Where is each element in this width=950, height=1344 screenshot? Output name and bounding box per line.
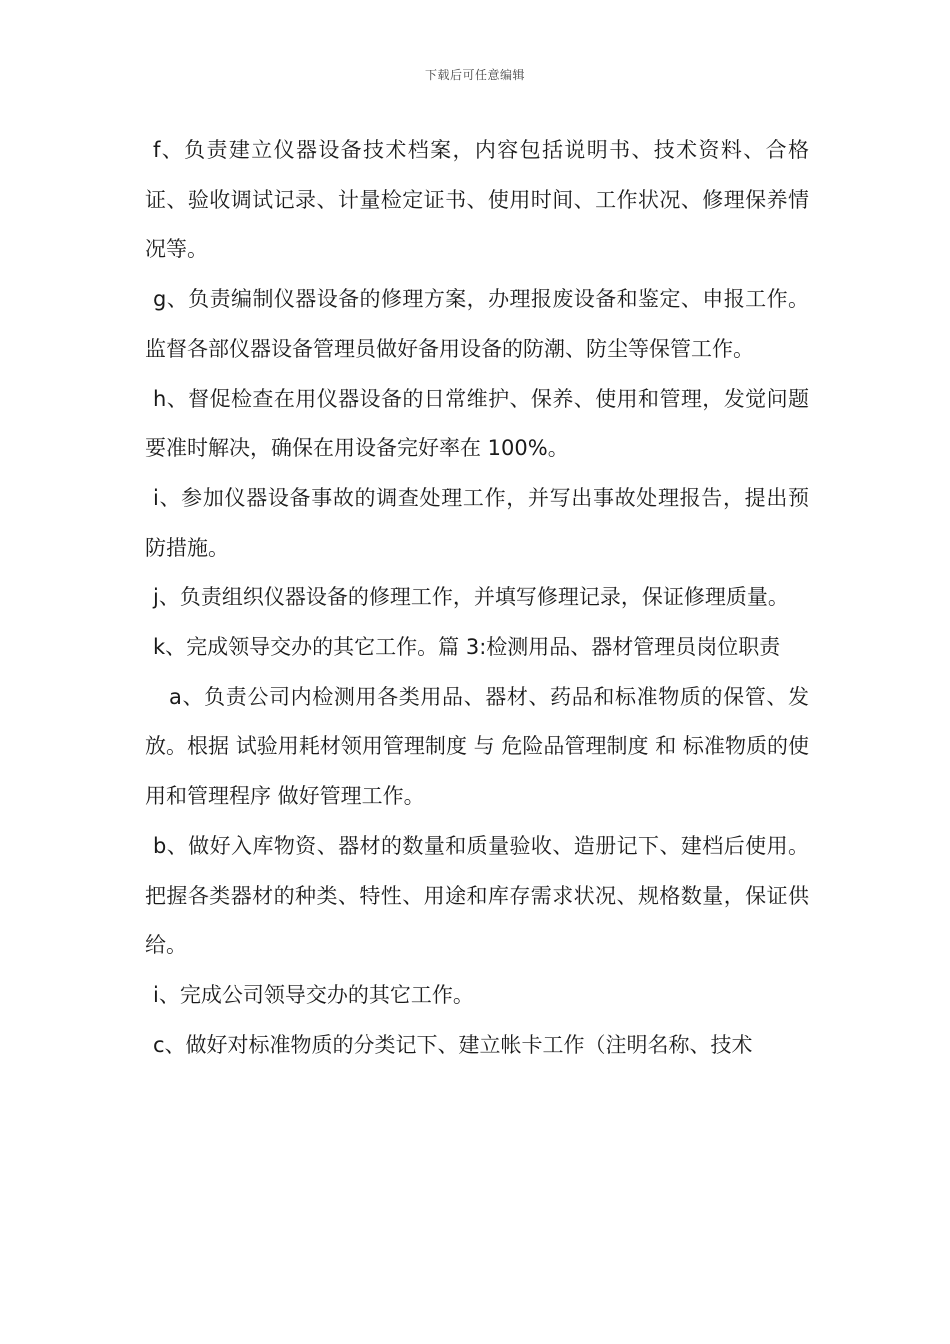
paragraph-k: k、完成领导交办的其它工作。篇 3:检测用品、器材管理员岗位职责 xyxy=(153,635,781,660)
paragraph-f: f、负责建立仪器设备技术档案，内容包括说明书、技术资料、合格证、验收调试记录、计量检定证书、使用时间、工作状况、修理保养情况等。 xyxy=(145,138,809,262)
paragraph-i-2: i、完成公司领导交办的其它工作。 xyxy=(153,982,474,1007)
paragraph-i: i、参加仪器设备事故的调查处理工作，并写出事故处理报告，提出预防措施。 xyxy=(145,485,809,560)
paragraph-c: c、做好对标准物质的分类记下、建立帐卡工作（注明名称、技术 xyxy=(153,1032,753,1057)
page-header: 下载后可任意编辑 xyxy=(424,68,525,82)
paragraph-b: b、做好入库物资、器材的数量和质量验收、造册记下、建档后使用。把握各类器材的种类、特性、用途和库存需求状况、规格数量，保证供给。 xyxy=(145,833,809,958)
document-body xyxy=(145,126,809,1070)
paragraph-j: j、负责组织仪器设备的修理工作，并填写修理记录，保证修理质量。 xyxy=(153,585,789,610)
paragraph-g: g、负责编制仪器设备的修理方案，办理报废设备和鉴定、申报工作。监督各部仪器设备管理员做好备用设备的防潮、防尘等保管工作。 xyxy=(145,287,809,361)
paragraph-a: a、负责公司内检测用各类用品、器材、药品和标准物质的保管、发放。根据 试验用耗材领用管理制度 与 危险品管理制度 和 标准物质的使用和管理程序 做好管理工作。 xyxy=(145,684,809,809)
paragraph-h: h、督促检查在用仪器设备的日常维护、保养、使用和管理，发觉问题要准时解决，确保在用设备完好率在 100%。 xyxy=(145,386,809,461)
